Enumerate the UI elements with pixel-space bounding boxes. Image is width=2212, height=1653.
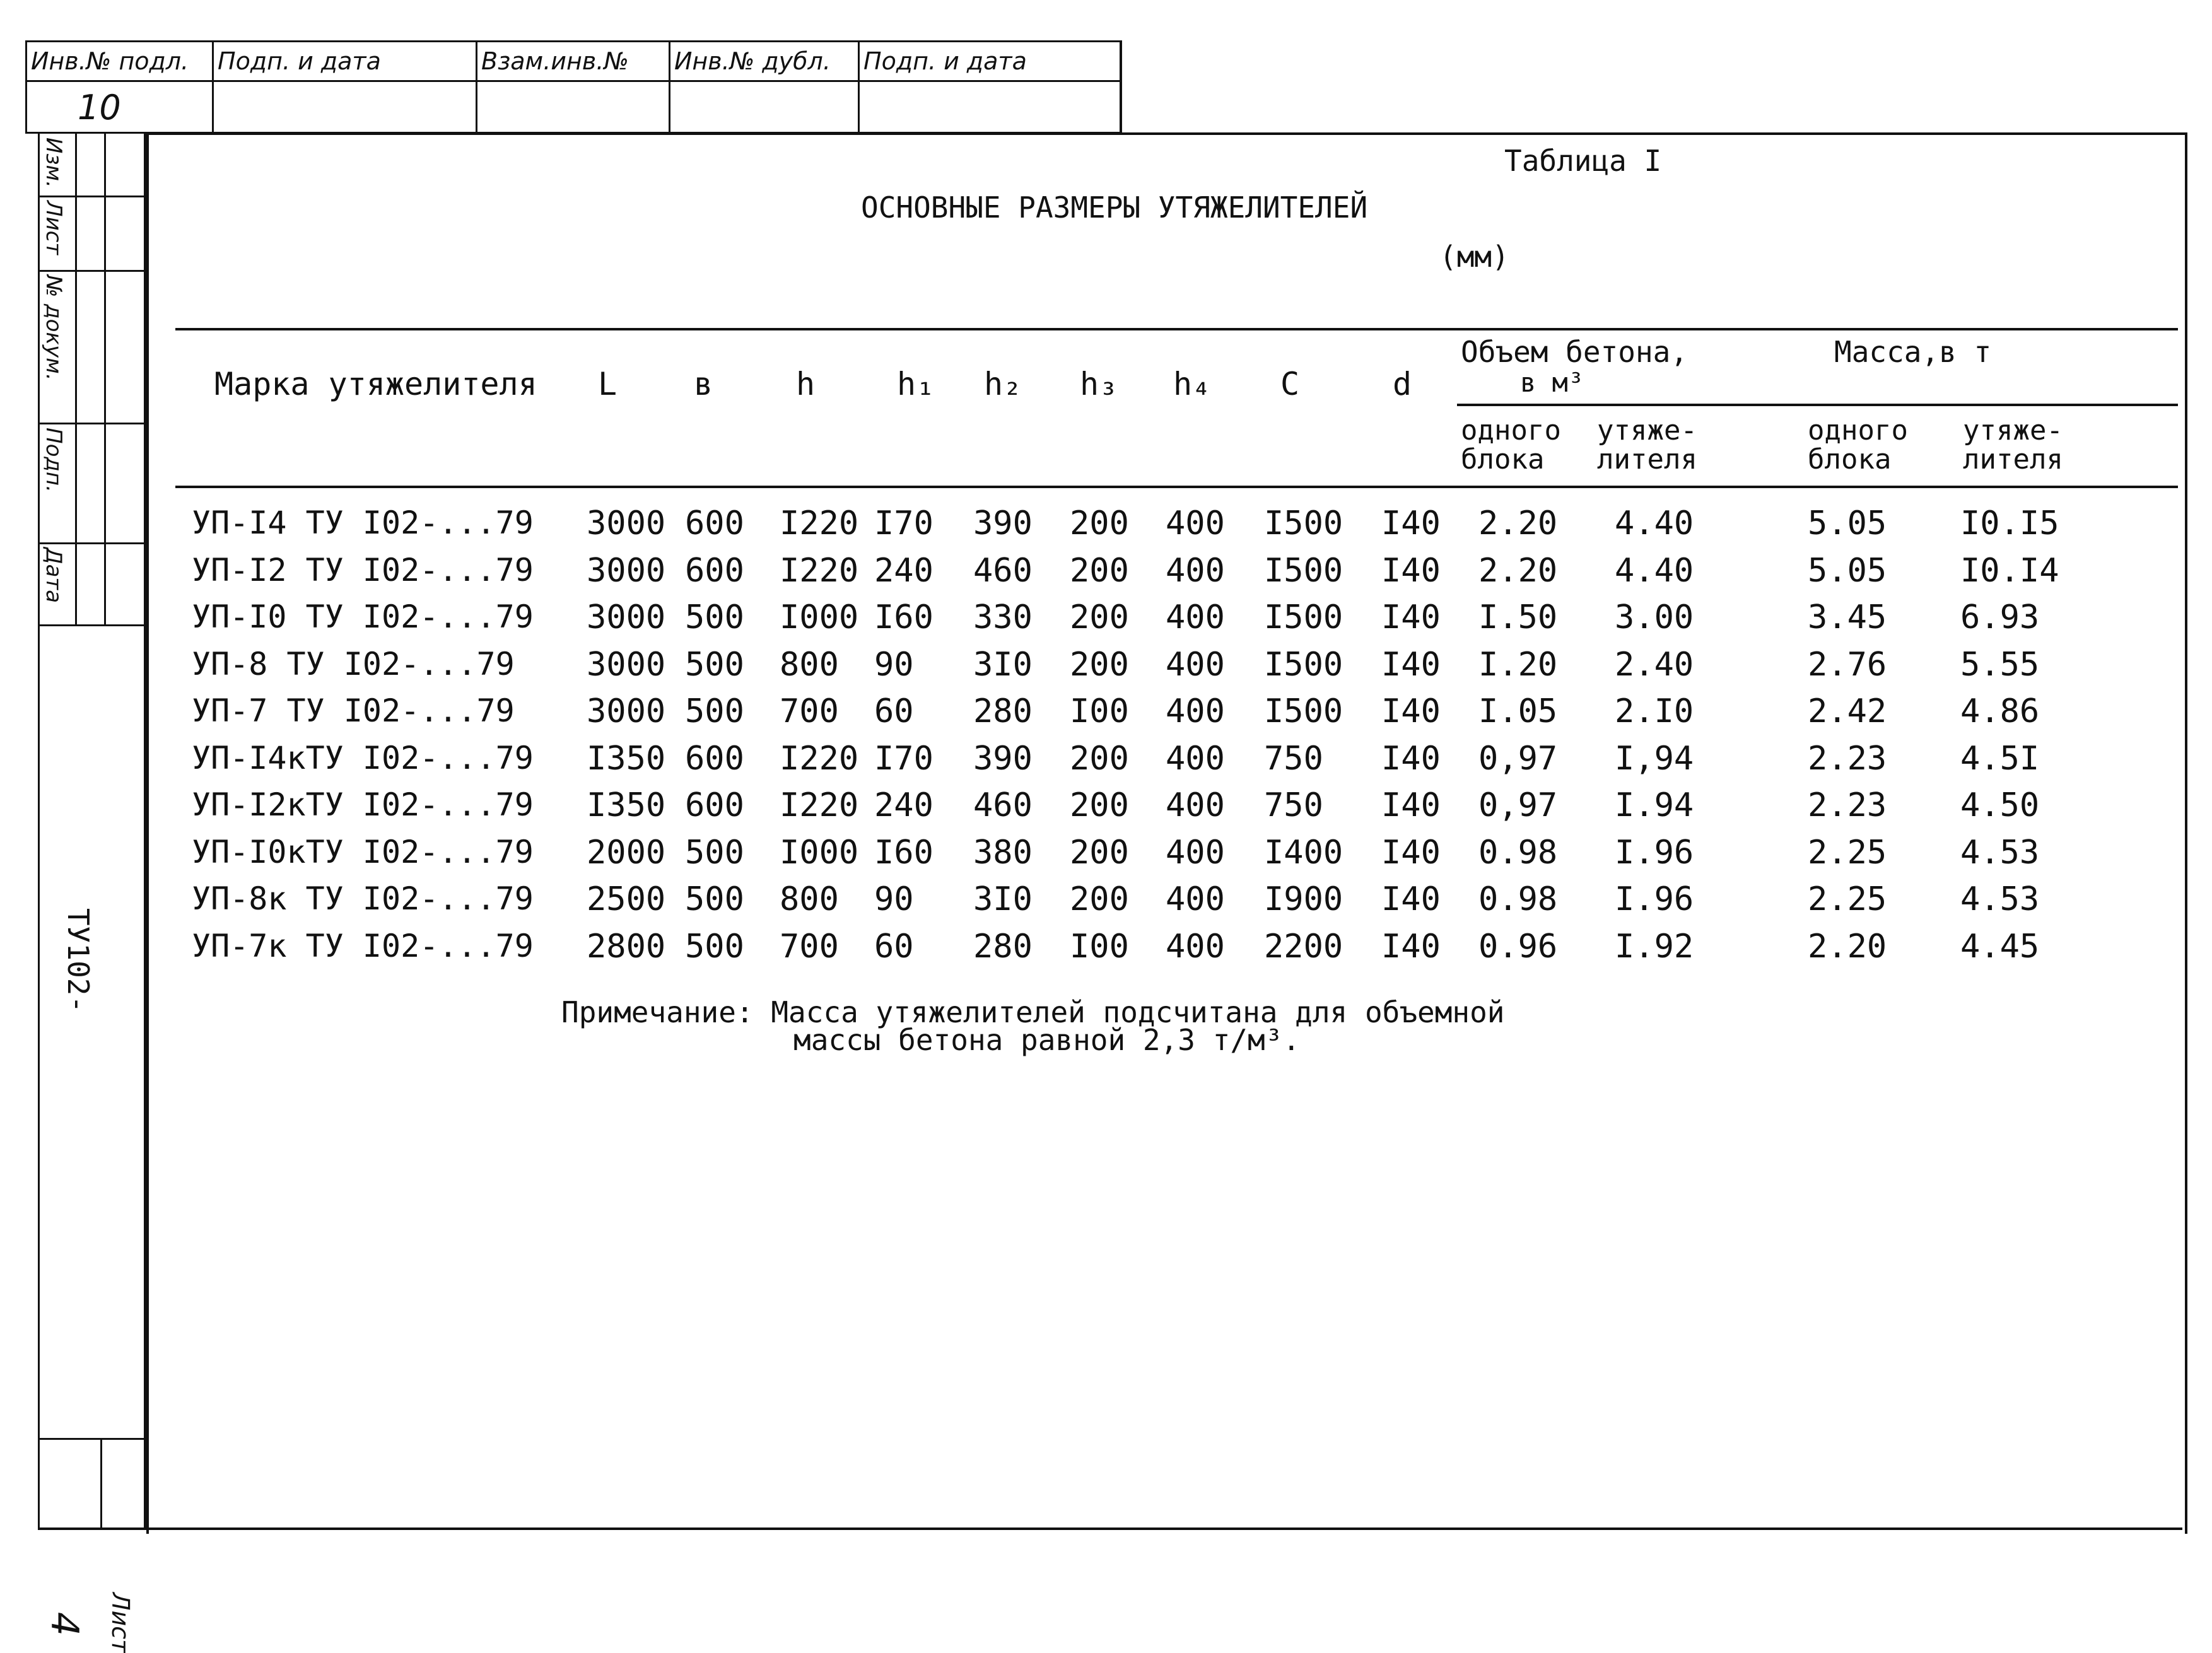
- cell-v-block: 2.20: [1478, 505, 1558, 542]
- cell-h3: 200: [1070, 786, 1129, 824]
- sheet-number: 4: [42, 1611, 87, 1637]
- cell-mark: УП-I4 ТУ I02-...79: [192, 505, 534, 541]
- cell-v-weight: I.94: [1615, 786, 1694, 824]
- stamp-inv-value: 10: [78, 88, 121, 127]
- cell-b: 500: [685, 599, 744, 636]
- cell-C: I500: [1264, 505, 1343, 542]
- cell-v-weight: I.96: [1615, 880, 1694, 918]
- cell-b: 600: [685, 740, 744, 778]
- stamp-cell-sign-date: [214, 42, 477, 132]
- cell-h1: 60: [874, 928, 914, 966]
- stamp-label: Взам.инв.№: [481, 47, 629, 75]
- header-volume-unit: в м³: [1520, 367, 1584, 398]
- cell-h4: 400: [1166, 880, 1225, 918]
- cell-mark: УП-7 ТУ I02-...79: [192, 692, 515, 729]
- note-line-1: Примечание: Масса утяжелителей подсчитана для объемной: [561, 995, 1505, 1029]
- table-title: ОСНОВНЫЕ РАЗМЕРЫ УТЯЖЕЛИТЕЛЕЙ: [861, 190, 1368, 225]
- cell-h1: 90: [874, 646, 914, 684]
- cell-L: I350: [587, 786, 666, 824]
- cell-h1: 240: [874, 552, 933, 590]
- cell-m-weight: 5.55: [1960, 646, 2040, 684]
- cell-h4: 400: [1166, 552, 1225, 590]
- cell-m-block: 2.23: [1808, 740, 1887, 778]
- header-vol-weight: [1597, 416, 1697, 474]
- cell-d: I40: [1381, 552, 1441, 590]
- cell-L: 3000: [587, 599, 666, 636]
- cell-h1: I70: [874, 505, 933, 542]
- header-mass-weight: [1963, 416, 2063, 474]
- cell-C: I400: [1264, 834, 1343, 872]
- cell-b: 500: [685, 692, 744, 730]
- cell-h3: 200: [1070, 880, 1129, 918]
- table-header-rule: [175, 486, 2178, 488]
- cell-v-weight: 4.40: [1615, 505, 1694, 542]
- cell-mark: УП-I0кТУ I02-...79: [192, 834, 534, 870]
- cell-C: 750: [1264, 786, 1323, 824]
- cell-h3: 200: [1070, 834, 1129, 872]
- cell-h4: 400: [1166, 740, 1225, 778]
- cell-mark: УП-7к ТУ I02-...79: [192, 928, 534, 964]
- frame-bottom-border: [38, 1527, 2182, 1530]
- header-mass: Масса,в т: [1834, 335, 1992, 369]
- cell-m-block: 2.25: [1808, 834, 1887, 872]
- header-d: d: [1393, 366, 1412, 402]
- cell-m-block: 2.42: [1808, 692, 1887, 730]
- cell-h: I220: [780, 786, 859, 824]
- cell-h: 800: [780, 880, 839, 918]
- header-vol-weight-1: утяже-: [1597, 414, 1697, 447]
- cell-mark: УП-I2 ТУ I02-...79: [192, 552, 534, 588]
- stamp-label: Инв.№ дубл.: [674, 47, 831, 75]
- cell-h2: 390: [973, 740, 1033, 778]
- cell-m-weight: 4.53: [1960, 834, 2040, 872]
- cell-v-block: I.05: [1478, 692, 1558, 730]
- title-stamp: [25, 40, 1122, 134]
- cell-h2: 390: [973, 505, 1033, 542]
- cell-L: 2000: [587, 834, 666, 872]
- cell-d: I40: [1381, 505, 1441, 542]
- stamp-cell-inv-dup: [670, 42, 860, 132]
- cell-v-block: 0.98: [1478, 834, 1558, 872]
- header-vol-block-2: блока: [1461, 443, 1545, 476]
- cell-v-weight: I,94: [1615, 740, 1694, 778]
- header-h4: h₄: [1173, 366, 1212, 402]
- cell-v-weight: 2.40: [1615, 646, 1694, 684]
- stamp-label: Инв.№ подл.: [31, 47, 189, 75]
- stamp-cell-replace-inv: [477, 42, 670, 132]
- cell-L: I350: [587, 740, 666, 778]
- cell-m-block: 2.20: [1808, 928, 1887, 966]
- cell-d: I40: [1381, 880, 1441, 918]
- cell-v-block: 0,97: [1478, 786, 1558, 824]
- header-mass-block-2: блока: [1808, 443, 1892, 476]
- cell-mark: УП-8к ТУ I02-...79: [192, 880, 534, 917]
- cell-mark: УП-I2кТУ I02-...79: [192, 786, 534, 823]
- side-label-date: Дата: [41, 547, 66, 604]
- cell-b: 500: [685, 834, 744, 872]
- cell-b: 600: [685, 552, 744, 590]
- cell-m-weight: 4.5I: [1960, 740, 2040, 778]
- header-vol-block: [1461, 416, 1561, 474]
- sheet-label: Лист: [107, 1592, 134, 1653]
- cell-C: 750: [1264, 740, 1323, 778]
- cell-d: I40: [1381, 740, 1441, 778]
- cell-b: 600: [685, 786, 744, 824]
- cell-h: I220: [780, 740, 859, 778]
- header-b: в: [694, 366, 713, 402]
- cell-h3: 200: [1070, 505, 1129, 542]
- cell-h3: 200: [1070, 646, 1129, 684]
- note-line-2: массы бетона равной 2,3 т/м³.: [793, 1023, 1301, 1057]
- cell-h1: 240: [874, 786, 933, 824]
- cell-L: 3000: [587, 692, 666, 730]
- cell-h4: 400: [1166, 834, 1225, 872]
- cell-m-weight: I0.I5: [1960, 505, 2059, 542]
- cell-h: 700: [780, 928, 839, 966]
- cell-v-block: I.50: [1478, 599, 1558, 636]
- cell-v-block: 0,97: [1478, 740, 1558, 778]
- cell-C: I900: [1264, 880, 1343, 918]
- cell-h2: 330: [973, 599, 1033, 636]
- stamp-label: Подп. и дата: [863, 47, 1027, 75]
- cell-h2: 460: [973, 552, 1033, 590]
- cell-v-block: 2.20: [1478, 552, 1558, 590]
- cell-v-weight: 3.00: [1615, 599, 1694, 636]
- side-label-sheet: Лист: [41, 201, 66, 255]
- cell-L: 3000: [587, 646, 666, 684]
- header-volume: Объем бетона,: [1461, 335, 1688, 369]
- header-h3: h₃: [1080, 366, 1118, 402]
- cell-b: 500: [685, 646, 744, 684]
- cell-h4: 400: [1166, 646, 1225, 684]
- stamp-label: Подп. и дата: [218, 47, 381, 75]
- cell-h4: 400: [1166, 505, 1225, 542]
- cell-m-weight: I0.I4: [1960, 552, 2059, 590]
- stamp-cell-sign-date-2: [860, 42, 1120, 132]
- cell-d: I40: [1381, 599, 1441, 636]
- cell-C: I500: [1264, 552, 1343, 590]
- document-code: ТУ102-: [61, 908, 95, 1013]
- table-top-rule: [175, 328, 2178, 330]
- header-C: C: [1280, 366, 1300, 402]
- cell-h: 800: [780, 646, 839, 684]
- cell-v-weight: I.92: [1615, 928, 1694, 966]
- cell-h3: I00: [1070, 692, 1129, 730]
- cell-h1: I60: [874, 599, 933, 636]
- cell-h: I000: [780, 599, 859, 636]
- cell-h2: 280: [973, 692, 1033, 730]
- header-h: h: [796, 366, 816, 402]
- cell-m-block: 2.76: [1808, 646, 1887, 684]
- cell-C: I500: [1264, 692, 1343, 730]
- cell-h2: 3I0: [973, 880, 1033, 918]
- cell-h2: 460: [973, 786, 1033, 824]
- cell-v-block: I.20: [1478, 646, 1558, 684]
- cell-h4: 400: [1166, 928, 1225, 966]
- cell-h2: 380: [973, 834, 1033, 872]
- cell-b: 600: [685, 505, 744, 542]
- header-h1: h₁: [897, 366, 935, 402]
- cell-d: I40: [1381, 692, 1441, 730]
- header-mass-weight-1: утяже-: [1963, 414, 2063, 447]
- header-mass-block-1: одного: [1808, 414, 1908, 447]
- cell-v-block: 0.98: [1478, 880, 1558, 918]
- cell-C: I500: [1264, 646, 1343, 684]
- table-unit: (мм): [1439, 240, 1509, 274]
- cell-h3: 200: [1070, 740, 1129, 778]
- cell-h4: 400: [1166, 786, 1225, 824]
- cell-m-weight: 6.93: [1960, 599, 2040, 636]
- header-mass-block: [1808, 416, 1908, 474]
- side-label-doc-num: № докум.: [41, 275, 66, 381]
- cell-v-weight: 4.40: [1615, 552, 1694, 590]
- cell-h: I220: [780, 552, 859, 590]
- cell-L: 2500: [587, 880, 666, 918]
- cell-m-block: 2.23: [1808, 786, 1887, 824]
- header-L: L: [598, 366, 617, 402]
- cell-m-weight: 4.45: [1960, 928, 2040, 966]
- cell-d: I40: [1381, 928, 1441, 966]
- cell-h1: I60: [874, 834, 933, 872]
- cell-C: 2200: [1264, 928, 1343, 966]
- header-vol-weight-2: лителя: [1597, 443, 1697, 476]
- cell-mark: УП-8 ТУ I02-...79: [192, 646, 515, 682]
- cell-L: 2800: [587, 928, 666, 966]
- cell-C: I500: [1264, 599, 1343, 636]
- cell-h: I000: [780, 834, 859, 872]
- cell-m-block: 5.05: [1808, 552, 1887, 590]
- cell-b: 500: [685, 928, 744, 966]
- cell-v-block: 0.96: [1478, 928, 1558, 966]
- cell-d: I40: [1381, 646, 1441, 684]
- cell-h: I220: [780, 505, 859, 542]
- cell-h1: I70: [874, 740, 933, 778]
- header-h2: h₂: [984, 366, 1022, 402]
- cell-m-block: 3.45: [1808, 599, 1887, 636]
- cell-m-block: 5.05: [1808, 505, 1887, 542]
- cell-h3: 200: [1070, 552, 1129, 590]
- cell-m-block: 2.25: [1808, 880, 1887, 918]
- cell-m-weight: 4.86: [1960, 692, 2040, 730]
- cell-v-weight: I.96: [1615, 834, 1694, 872]
- cell-h4: 400: [1166, 692, 1225, 730]
- table-group-rule: [1457, 404, 2178, 406]
- stamp-cell-inv-orig: [27, 42, 214, 132]
- header-mass-weight-2: лителя: [1963, 443, 2063, 476]
- side-stamp: [38, 132, 146, 1653]
- side-label-change: Изм.: [41, 137, 66, 188]
- cell-h2: 3I0: [973, 646, 1033, 684]
- cell-mark: УП-I0 ТУ I02-...79: [192, 599, 534, 635]
- cell-mark: УП-I4кТУ I02-...79: [192, 740, 534, 776]
- cell-m-weight: 4.53: [1960, 880, 2040, 918]
- side-label-sign: Подп.: [41, 428, 66, 493]
- cell-v-weight: 2.I0: [1615, 692, 1694, 730]
- cell-h: 700: [780, 692, 839, 730]
- cell-h3: 200: [1070, 599, 1129, 636]
- cell-L: 3000: [587, 505, 666, 542]
- cell-h1: 90: [874, 880, 914, 918]
- cell-b: 500: [685, 880, 744, 918]
- cell-h4: 400: [1166, 599, 1225, 636]
- cell-m-weight: 4.50: [1960, 786, 2040, 824]
- cell-h1: 60: [874, 692, 914, 730]
- header-mark: Марка утяжелителя: [214, 366, 537, 402]
- cell-d: I40: [1381, 786, 1441, 824]
- table-number: Таблица I: [1504, 144, 1662, 178]
- cell-h3: I00: [1070, 928, 1129, 966]
- cell-L: 3000: [587, 552, 666, 590]
- header-vol-block-1: одного: [1461, 414, 1561, 447]
- cell-d: I40: [1381, 834, 1441, 872]
- cell-h2: 280: [973, 928, 1033, 966]
